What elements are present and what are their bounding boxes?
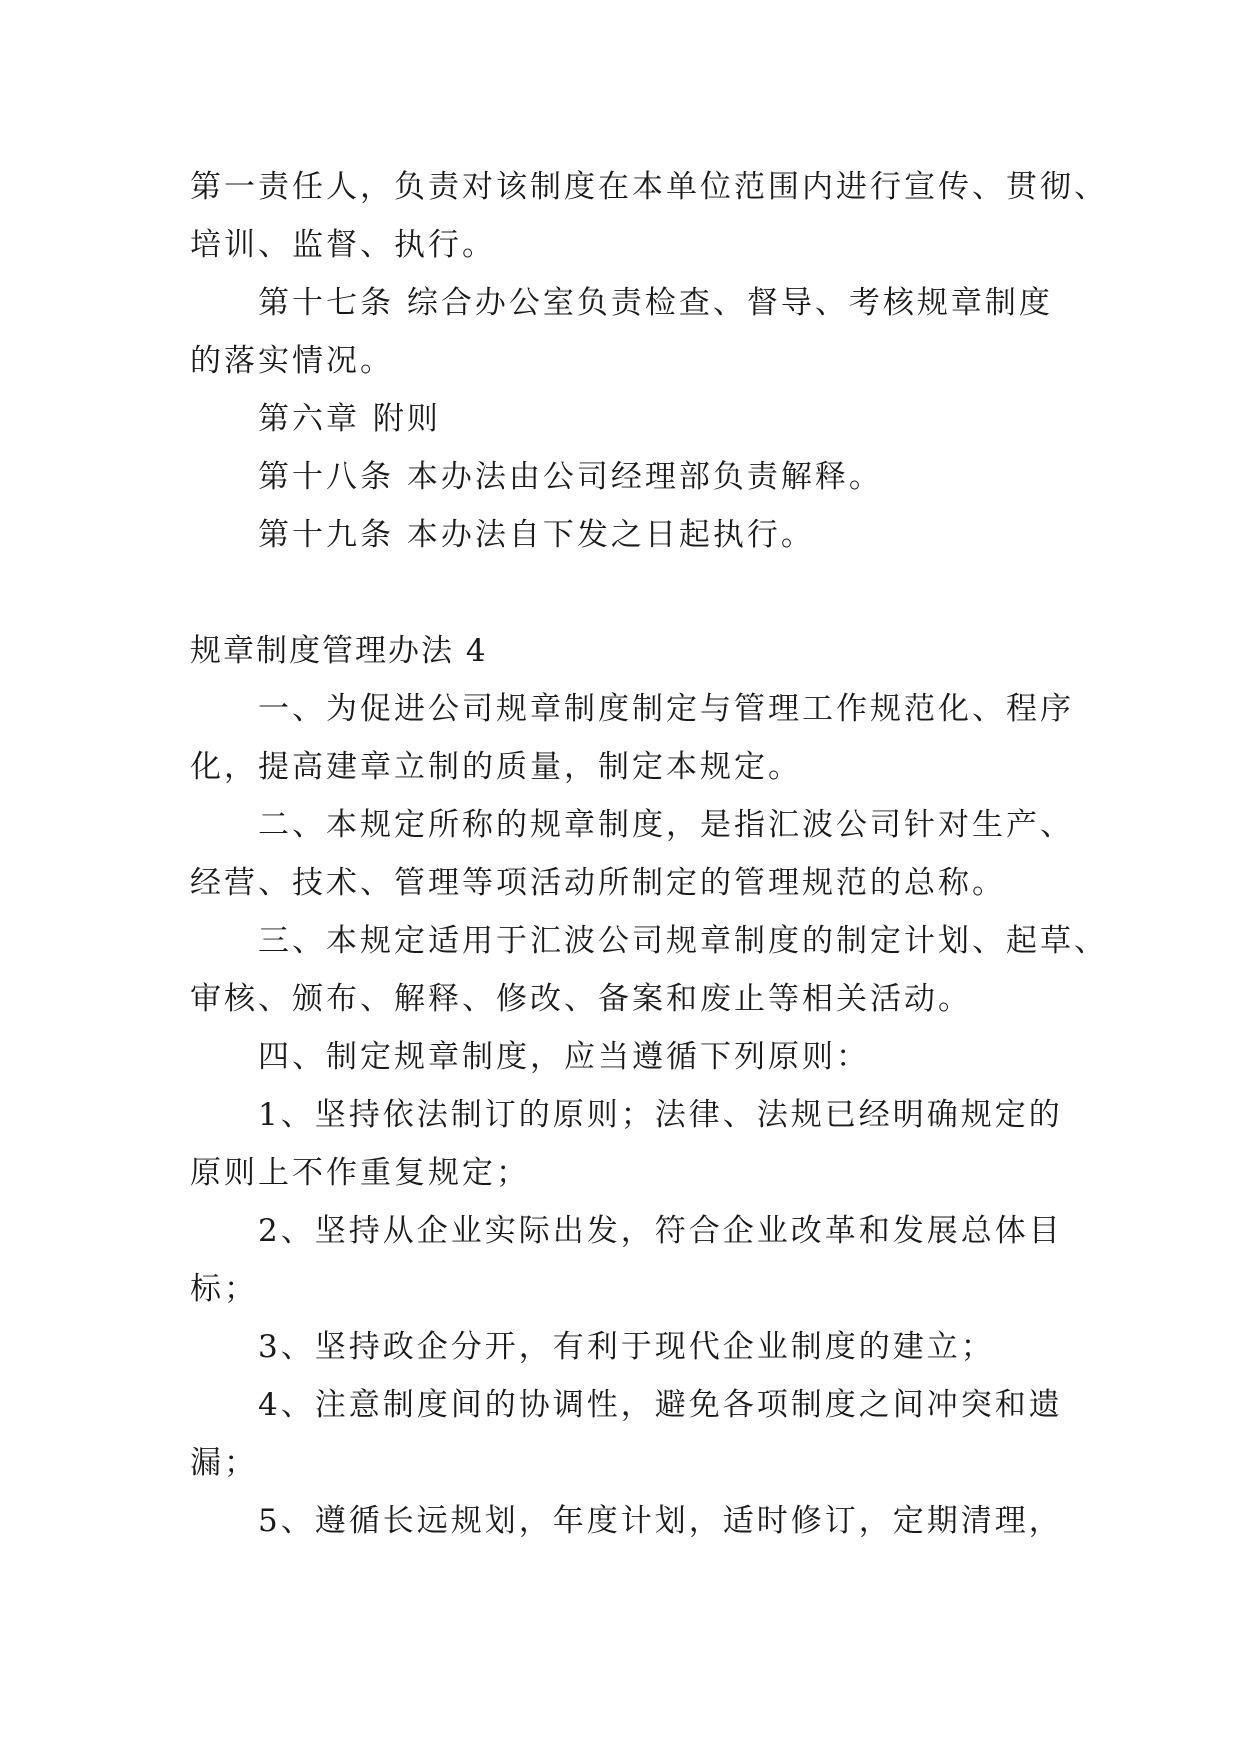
text-line: 培训、监督、执行。	[190, 227, 496, 263]
clause-4: 四、制定规章制度，应当遵循下列原则：	[258, 1039, 870, 1075]
clause-3: 三、本规定适用于汇波公司规章制度的制定计划、起草、	[258, 923, 1108, 959]
text-line: 经营、技术、管理等项活动所制定的管理规范的总称。	[190, 865, 1006, 901]
text-line: 原则上不作重复规定；	[190, 1155, 530, 1191]
principle-1: 1、坚持依法制订的原则；法律、法规已经明确规定的	[258, 1097, 1063, 1133]
chapter-heading: 第六章 附则	[258, 401, 441, 437]
principle-5: 5、遵循长远规划，年度计划，适时修订，定期清理，	[258, 1503, 1063, 1539]
text-line: 标；	[190, 1271, 258, 1307]
section-title: 规章制度管理办法 4	[190, 633, 488, 669]
text-line: 化，提高建章立制的质量，制定本规定。	[190, 749, 802, 785]
clause-1: 一、为促进公司规章制度制定与管理工作规范化、程序	[258, 691, 1074, 727]
clause-2: 二、本规定所称的规章制度，是指汇波公司针对生产、	[258, 807, 1074, 843]
article-18: 第十八条 本办法由公司经理部负责解释。	[258, 459, 883, 495]
section-gap	[190, 564, 1070, 622]
text-line: 漏；	[190, 1445, 258, 1481]
article-19: 第十九条 本办法自下发之日起执行。	[258, 517, 815, 553]
principle-4: 4、注意制度间的协调性，避免各项制度之间冲突和遗	[258, 1387, 1063, 1423]
text-line: 的落实情况。	[190, 343, 394, 379]
article-17: 第十七条 综合办公室负责检查、督导、考核规章制度	[258, 285, 1053, 321]
principle-3: 3、坚持政企分开，有利于现代企业制度的建立；	[258, 1329, 995, 1365]
document-body	[190, 158, 1108, 1550]
text-line: 审核、颁布、解释、修改、备案和废止等相关活动。	[190, 981, 972, 1017]
principle-2: 2、坚持从企业实际出发，符合企业改革和发展总体目	[258, 1213, 1063, 1249]
text-line: 第一责任人，负责对该制度在本单位范围内进行宣传、贯彻、	[190, 169, 1108, 205]
